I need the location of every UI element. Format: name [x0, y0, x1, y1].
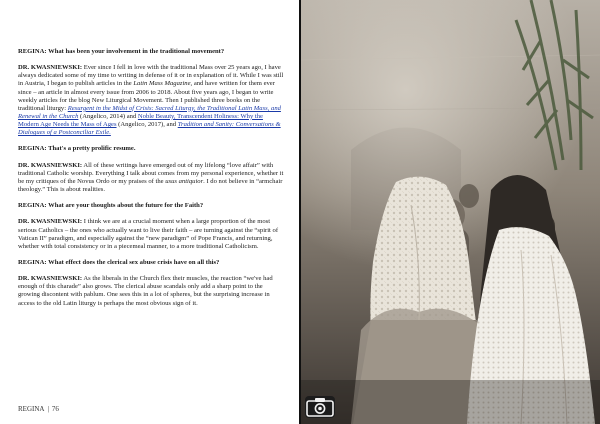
question-text: REGINA: What are your thoughts about the future for the Faith? [18, 202, 204, 210]
speaker-label: DR. KWASNIEWSKI: [18, 218, 83, 226]
answer-paragraph [18, 218, 284, 250]
answer-text: (Angelico, 2014) and [78, 112, 138, 120]
answer-text: Ever since I fell in love with the traditional Mass over 25 years ago, I have always dedicated some of my time to writing in defense of it or in explanation of it. While I was still in Austria, I began to publish articles in the [18, 64, 284, 88]
magazine-name: REGINA [18, 405, 45, 413]
photo-page [301, 0, 600, 424]
answer-paragraph [18, 162, 284, 194]
question-paragraph [18, 145, 284, 153]
book-title-link[interactable]: Resurgent in the Midst of Crisis: Sacred Liturgy, the Traditional Latin Mass, and Renewal in the Church [18, 104, 281, 120]
question-paragraph [18, 202, 284, 210]
answer-text: I think we are at a crucial moment when a large proportion of the most serious Catholics – the ones who actually want to live their faith – are turning against the “spirit of Vatican II” paradigm, and especially against the “new paradigm” of Pope Francis, and returning, whether with total consistency or in a piecemeal manner, to a more traditional Catholicism. [18, 218, 279, 250]
footer-separator: | [47, 405, 49, 413]
answer-text: All of these writings have emerged out of my lifelong “love affair” with traditional Catholic worship. Everything I talk about comes from my personal experience, whether it be my critiques of the Novus Ordo or my praises of the [18, 161, 284, 185]
answer-paragraph [18, 64, 284, 137]
italic-text: usus antiquior [165, 177, 204, 185]
camera-icon [305, 396, 335, 418]
book-title-link[interactable]: Noble Beauty, Transcendent Holiness: Why the Modern Age Needs the Mass of Ages [18, 112, 263, 128]
speaker-label: DR. KWASNIEWSKI: [18, 64, 83, 72]
answer-text: As the liberals in the Church flex their muscles, the reaction “we've had enough of this charade” also grows. The clerical abuse scandals only add a sharp point to the growing discontent with pablum. One sees this in a lot of spheres, but the surprising increase in access to the old Latin liturgy is perhaps the most obvious sign of it. [18, 275, 273, 307]
question-paragraph [18, 259, 284, 267]
page-footer [18, 405, 59, 413]
answer-text: (Angelico, 2017), and [116, 120, 178, 128]
question-text: REGINA: What has been your involvement in the traditional movement? [18, 48, 225, 55]
church-photo [301, 0, 600, 424]
speaker-label: DR. KWASNIEWSKI: [18, 161, 83, 169]
answer-paragraph [18, 275, 284, 307]
answer-text: , and have written for them ever since – an article in almost every issue from 2006 to 2018. About five years ago, I began to write weekly articles for the blog New Liturgical Movement. Then I published three books on the traditional liturgy: [18, 80, 275, 112]
question-paragraph [18, 48, 284, 56]
book-title-link[interactable]: Tradition and Sanity: Conversations & Dialogues of a Postconciliar Exile. [18, 120, 281, 137]
answer-text: . I do not believe in “armchair theology.” This is about realities. [18, 177, 283, 193]
italic-text: Latin Mass Magazine [133, 80, 191, 88]
article-column [18, 48, 284, 316]
question-text: REGINA: That's a pretty prolific resume. [18, 145, 136, 153]
question-text: REGINA: What effect does the clerical sex abuse crisis have on all this? [18, 259, 220, 266]
page-number: 76 [51, 405, 59, 413]
speaker-label: DR. KWASNIEWSKI: [18, 275, 83, 283]
